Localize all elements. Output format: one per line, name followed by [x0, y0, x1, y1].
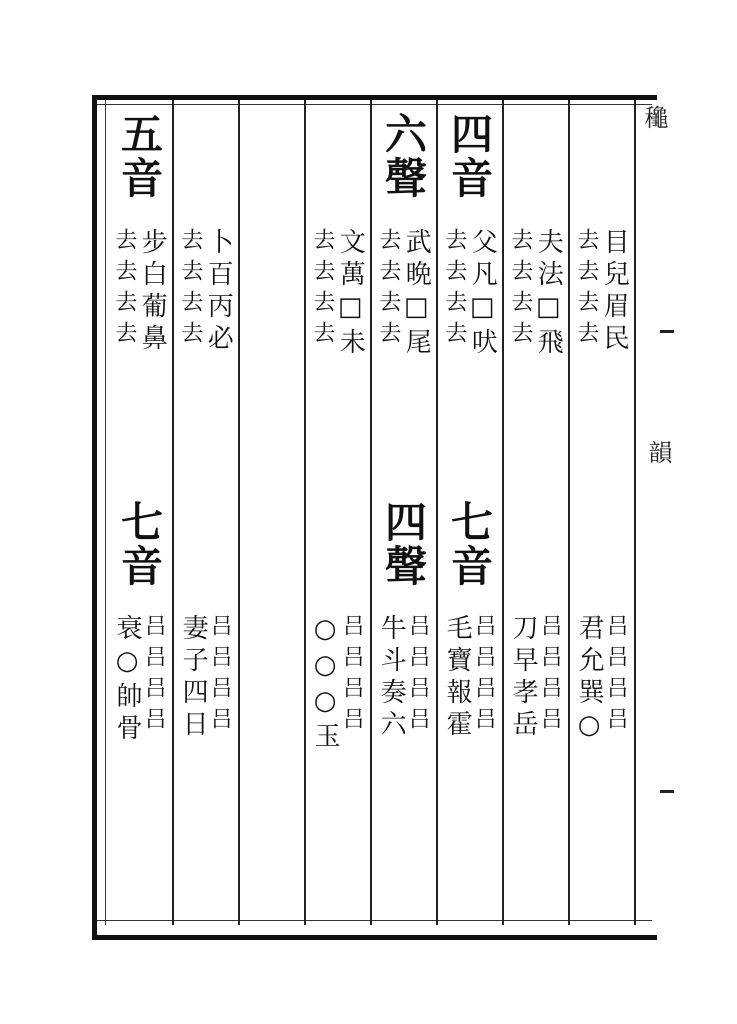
column-c4-bottom [371, 614, 435, 742]
tone-row: 吕吕吕吕 [603, 614, 629, 738]
tone-row: 去去去去 [309, 228, 335, 352]
character-row: 文萬□未 [335, 228, 366, 360]
column-c8 [107, 112, 171, 200]
tone-row: 去去去去 [375, 228, 401, 352]
column-c4-top [371, 228, 435, 360]
character-row: 夫法□飛 [533, 228, 564, 360]
section-header: 七音 [115, 500, 165, 588]
column-c3-top [437, 228, 501, 360]
character-row: 衰○帥骨 [112, 614, 143, 746]
tone-row: 吕吕吕吕 [141, 614, 167, 738]
column-rule [568, 100, 570, 925]
character-row: 目兒眉民 [599, 228, 630, 356]
column-c1-top [569, 228, 633, 356]
tone-row: 吕吕吕吕 [339, 614, 365, 738]
tone-row: 吕吕吕吕 [471, 614, 497, 738]
tone-row: 吕吕吕吕 [537, 614, 563, 738]
column-rule [634, 100, 636, 925]
section-header: 五音 [115, 112, 165, 200]
column-c3 [437, 112, 501, 200]
character-row: 步白葡鼻 [137, 228, 168, 356]
character-row: 父凡□吠 [467, 228, 498, 360]
column-c5-top [305, 228, 369, 360]
column-c2-bottom [503, 614, 567, 742]
column-rule [304, 100, 306, 925]
character-row: 君允巽○ [574, 614, 605, 746]
column-rule [502, 100, 504, 925]
edge-mark [660, 790, 674, 793]
column-c3-bottom [437, 614, 501, 742]
character-row: 武晩□尾 [401, 228, 432, 360]
column-c4 [371, 112, 435, 200]
column-c1-bottom [569, 614, 633, 746]
character-row: 卜百丙必 [203, 228, 234, 356]
tone-row: 去去去去 [573, 228, 599, 352]
character-row: 牛斗奏六 [376, 614, 407, 742]
tone-row: 去去去去 [441, 228, 467, 352]
section-header: 七音 [445, 500, 495, 588]
character-row: 妻子四日 [178, 614, 209, 742]
tone-row: 去去去去 [507, 228, 533, 352]
column-c7-top [173, 228, 237, 356]
column-c7-bottom [173, 614, 237, 742]
column-c4-bottom-header [371, 500, 435, 588]
character-row: 刀早孝岳 [508, 614, 539, 742]
tone-row: 吕吕吕吕 [207, 614, 233, 738]
tone-row: 去去去去 [177, 228, 203, 352]
column-c5-bottom [305, 614, 369, 754]
margin-title-fragment: 䆋 [640, 105, 668, 133]
column-rule [172, 100, 174, 925]
margin-side-fragment: 韻 [644, 440, 672, 468]
column-c3-bottom-header [437, 500, 501, 588]
tone-row: 去去去去 [111, 228, 137, 352]
section-header: 四音 [445, 112, 495, 200]
edge-mark [660, 330, 674, 333]
column-c8-bottom-header [107, 500, 171, 588]
column-rule [105, 100, 106, 925]
column-c8-bottom [107, 614, 171, 746]
character-row: 毛寶報霍 [442, 614, 473, 742]
character-row: ○○○玉 [310, 614, 341, 754]
section-header: 四聲 [379, 500, 429, 588]
section-header: 六聲 [379, 112, 429, 200]
column-rule [238, 100, 240, 925]
tone-row: 吕吕吕吕 [405, 614, 431, 738]
column-c2-top [503, 228, 567, 360]
column-c8-top [107, 228, 171, 356]
